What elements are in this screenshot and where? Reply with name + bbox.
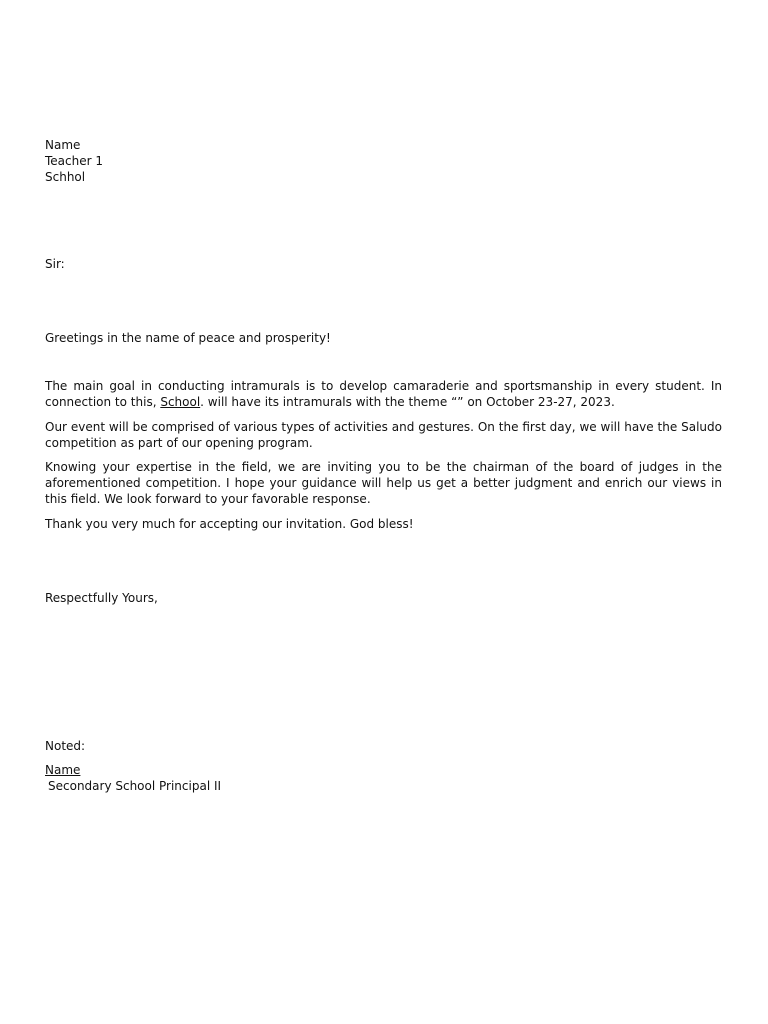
closing-line: Respectfully Yours,: [45, 591, 158, 605]
noted-label: Noted:: [45, 739, 86, 753]
paragraph-intramurals: [45, 378, 722, 410]
recipient-name: Name: [45, 138, 81, 152]
paragraph-event: Our event will be comprised of various types of activities and gestures. On the first day, we will have the Saludo competition as part of our opening program.: [45, 420, 722, 450]
recipient-school: Schhol: [45, 170, 86, 184]
school-name-underlined: School: [160, 395, 201, 409]
paragraph-intramurals-text-b: . will have its intramurals with the theme “” on October 23-27, 2023.: [200, 395, 615, 409]
recipient-block: [45, 137, 722, 185]
paragraph-invitation: Knowing your expertise in the field, we are inviting you to be the chairman of the board of judges in the aforementioned competition. I hope your guidance will help us get a better judgment and enrich our views in this field. We look forward to your favorable response.: [45, 460, 722, 506]
greeting: Greetings in the name of peace and prosperity!: [45, 331, 331, 345]
paragraph-intramurals-text-a: The main goal in conducting intramurals is to develop camaraderie and sportsmanship in every student. In connection to this,: [45, 379, 722, 409]
salutation: Sir:: [45, 257, 65, 271]
noted-signatory: [45, 762, 722, 794]
noted-name: Name: [45, 763, 81, 777]
noted-title: Secondary School Principal II: [48, 779, 222, 793]
thanks-line: Thank you very much for accepting our invitation. God bless!: [45, 517, 414, 531]
recipient-position: Teacher 1: [45, 154, 103, 168]
